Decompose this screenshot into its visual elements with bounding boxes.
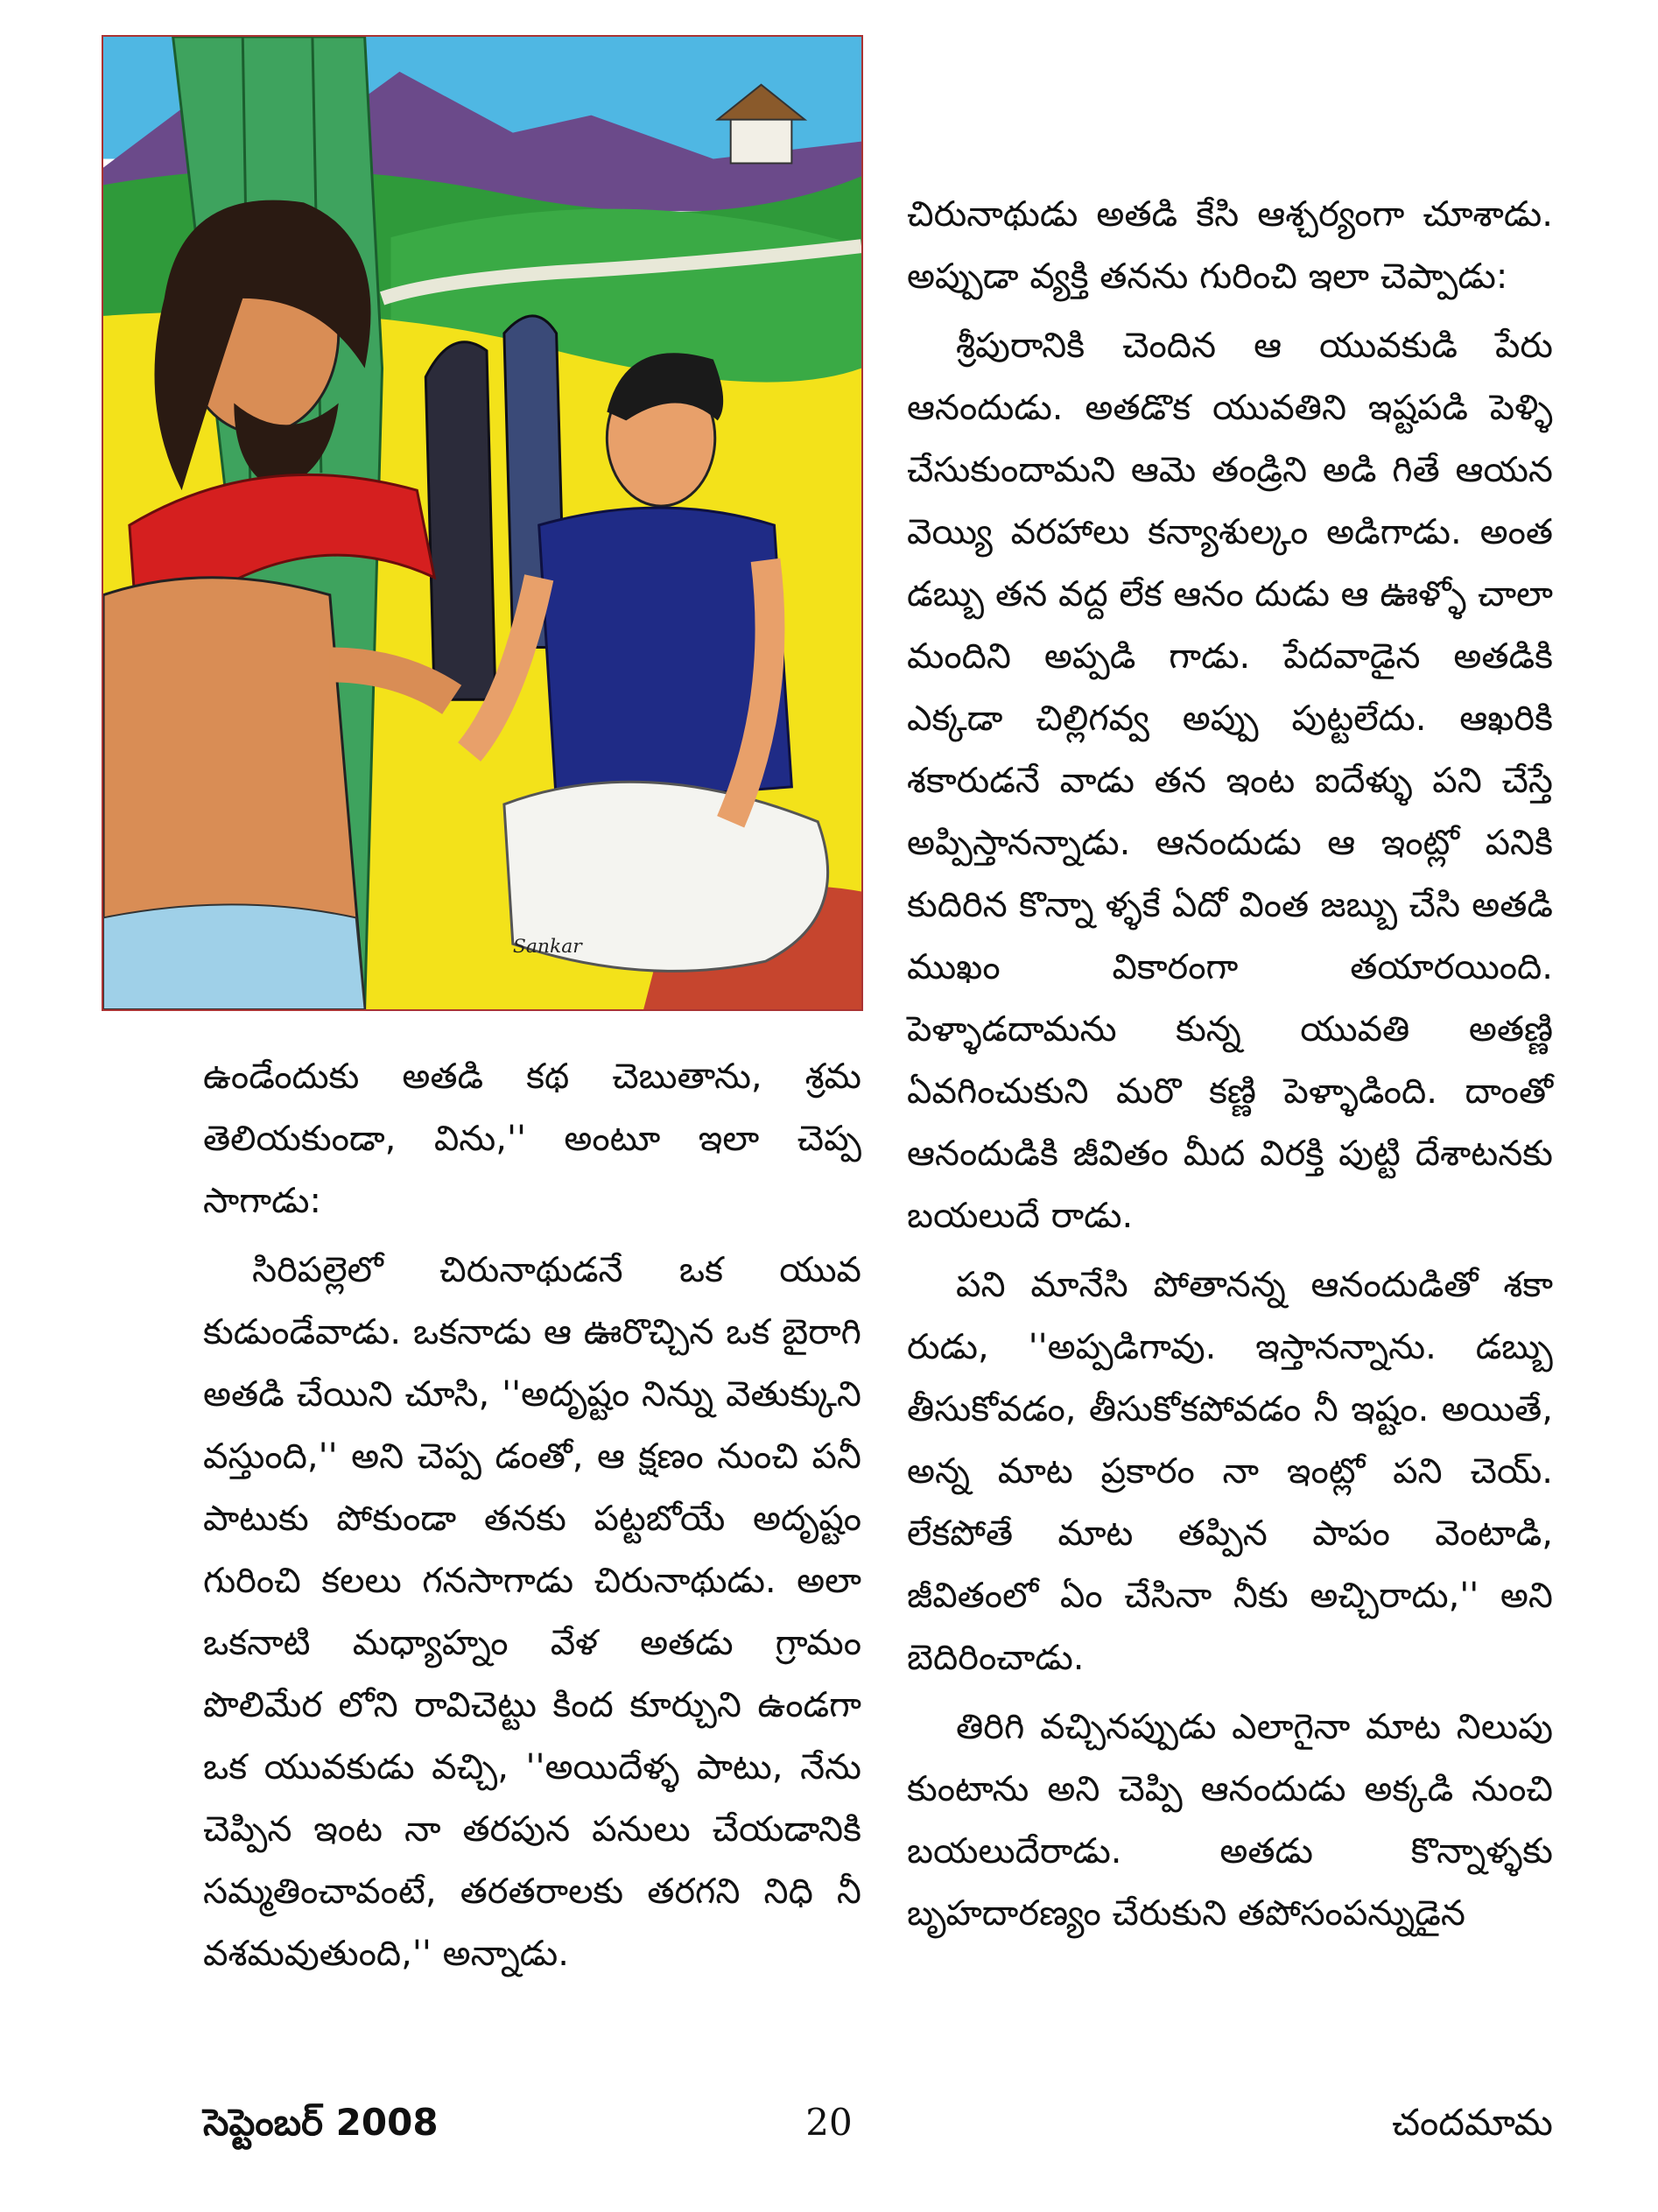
artist-signature: Sankar [512, 936, 582, 959]
paragraph: పని మానేసి పోతానన్న ఆనందుడితో శకా రుడు, ''అప్పడిగావు. ఇస్తానన్నాను. డబ్బు తీసుకోవడం, తీసుకోకపోవడం నీ ఇష్టం. అయితే, అన్న మాట ప్రకారం నా ఇంట్లో పని చెయ్. లేకపోతే మాట తప్పిన పాపం వెంటాడి, జీవితంలో ఏం చేసినా నీకు అచ్చిరాదు,'' అని బెదిరించాడు. [907, 1265, 1553, 1678]
paragraph: ఉండేందుకు అతడి కథ చెబుతాను, శ్రమ తెలియకుండా, విను,'' అంటూ ఇలా చెప్ప సాగాడు: [203, 1057, 861, 1221]
paragraph: సిరిపల్లెలో చిరునాథుడనే ఒక యువ కుడుండేవాడు. ఒకనాడు ఆ ఊరొచ్చిన ఒక బైరాగి అతడి చేయిని చూసి, ''అదృష్టం నిన్ను వెతుక్కుని వస్తుంది,'' అని చెప్ప డంతో, ఆ క్షణం నుంచి పనీ పాటుకు పోకుండా తనకు పట్టబోయే అదృష్టం గురించి కలలు గనసాగాడు చిరునాథుడు. అలా ఒకనాటి మధ్యాహ్నం వేళ అతడు గ్రామం పొలిమేర లోని రావిచెట్టు కింద కూర్చుని ఉండగా ఒక యువకుడు వచ్చి, ''అయిదేళ్ళ పాటు, నేను చెప్పిన ఇంట నా తరపున పనులు చేయడానికి సమ్మతించావంటే, తరతరాలకు తరగని నిధి నీ వశమవుతుంది,'' అన్నాడు. [203, 1250, 861, 1974]
issue-date: సెప్టెంబర్ 2008 [203, 2101, 439, 2144]
story-illustration [102, 35, 863, 1011]
paragraph: తిరిగి వచ్చినప్పుడు ఎలాగైనా మాట నిలుపు కుంటాను అని చెప్పి ఆనందుడు అక్కడి నుంచి బయలుదేరాడు. అతడు కొన్నాళ్ళకు బృహదారణ్యం చేరుకుని తపోసంపన్నుడైన [907, 1707, 1553, 1934]
right-column [907, 184, 1553, 1952]
paragraph: చిరునాథుడు అతడి కేసి ఆశ్చర్యంగా చూశాడు. అప్పుడా వ్యక్తి తనను గురించి ఇలా చెప్పాడు: [907, 194, 1553, 297]
left-column [203, 1046, 861, 1992]
page-number: 20 [805, 2101, 853, 2144]
illustration-drawing [103, 37, 861, 1009]
paragraph: శ్రీపురానికి చెందిన ఆ యువకుడి పేరు ఆనందుడు. అతడొక యువతిని ఇష్టపడి పెళ్ళి చేసుకుందామని ఆమె తండ్రిని అడి గితే ఆయన వెయ్యి వరహాలు కన్యాశుల్కం అడిగాడు. అంత డబ్బు తన వద్ద లేక ఆనం దుడు ఆ ఊళ్ళో చాలా మందిని అప్పడి గాడు. పేదవాడైన అతడికి ఎక్కడా చిల్లిగవ్వ అప్పు పుట్టలేదు. ఆఖరికి శకారుడనే వాడు తన ఇంట ఐదేళ్ళు పని చేస్తే అప్పిస్తానన్నాడు. ఆనందుడు ఆ ఇంట్లో పనికి కుదిరిన కొన్నా ళ్ళకే ఏదో వింత జబ్బు చేసి అతడి ముఖం వికారంగా తయారయింది. పెళ్ళాడదామను కున్న యువతి అతణ్ణి ఏవగించుకుని మరొ కణ్ణి పెళ్ళాడింది. దాంతో ఆనందుడికి జీవితం మీద విరక్తి పుట్టి దేశాటనకు బయలుదే రాడు. [907, 326, 1553, 1236]
magazine-name: చందమామ [1392, 2101, 1553, 2144]
